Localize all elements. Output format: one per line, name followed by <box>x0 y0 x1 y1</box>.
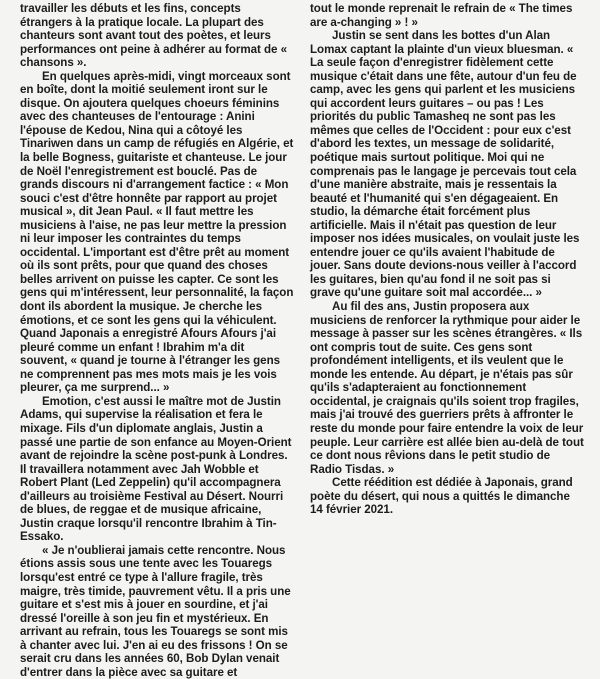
paragraph: Emotion, c'est aussi le maître mot de Justin Adams, qui supervise la réalisation et fera le mixage. Fils d'un diplomate anglais, Justin a passé une partie de son enfance au Moyen-Orient avant de rejoindre la scène post-punk à Londres. Il travaillera notamment avec Jah Wobble et Robert Plant (Led Zeppelin) qu'il accompagnera d'ailleurs au troisième Festival au Désert. Nourri de blues, de reggae et de musique africaine, Justin craque lorsqu'il rencontre Ibrahim à Tin-Essako. <box>20 394 292 544</box>
right-column <box>310 2 584 587</box>
paragraph: tout le monde reprenait le refrain de « The times are a-changing » ! » <box>310 2 573 29</box>
paragraph: travailler les débuts et les fins, concepts étrangers à la pratique locale. La plupart des chanteurs sont avant tout des poètes, et leurs performances ont peine à adhérer au format de « chansons ». <box>20 2 287 70</box>
paragraph: Justin se sent dans les bottes d'un Alan Lomax captant la plainte d'un vieux bluesman. « La seule façon d'enregistrer fidèlement cette musique c'était dans une fête, autour d'un feu de camp, avec les gens qui parlent et les musiciens qui accordent leurs guitares – ou pas ! Les priorités du public Tamasheq ne sont pas les mêmes que celles de l'Occident : pour eux c'est d'abord les textes, un message de solidarité, poétique mais surtout politique. Moi qui ne comprenais pas le langage je percevais tout cela d'une manière abstraite, mais je ressentais la beauté et l'humanité qui s'en dégageaient. En studio, la démarche était forcément plus artificielle. Mais il n'était pas question de leur imposer nos idées musicales, on voulait juste les entendre jouer ce qu'ils avaient l'habitude de jouer. Sans doute devions-nous veiller à l'accord les guitares, bien qu'au fond il ne soit pas si grave qu'une guitare soit mal accordée... » <box>310 29 580 300</box>
paragraph: Cette réédition est dédiée à Japonais, grand poète du désert, qui nous a quittés le dimanche 14 février 2021. <box>310 476 573 517</box>
paragraph: En quelques après-midi, vingt morceaux sont en boîte, dont la moitié seulement iront sur le disque. On ajoutera quelques choeurs féminins avec des chanteuses de l'entourage : Anini l'épouse de Kedou, Nina qui a côtoyé les Tinariwen dans un camp de réfugiés en Algérie, et la belle Bogness, guitariste et chanteuse. Le jour de Noël l'enregistrement est bouclé. Pas de grands discours ni d'arrangement factice : « Mon souci c'est d'être honnête par rapport au projet musical », dit Jean Paul. « Il faut mettre les musiciens à l'aise, ne pas leur mettre la pression ni leur imposer les contraintes du temps occidental. L'important est d'être prêt au moment où ils sont prêts, pour que quand des choses belles arrivent on puisse les capter. Ce sont les gens qui m'intéressent, leur personnalité, la façon dont ils abordent la musique. Je cherche les émotions, et ce sont les gens qui la véhiculent. Quand Japonais a enregistré Afours Afours j'ai pleuré comme un enfant ! Ibrahim m'a dit souvent, « quand je tourne à l'étranger les gens ne comprennent pas mes mots mais je les vois pleurer, ça me surprend... » <box>20 69 294 395</box>
paragraph: « Je n'oublierai jamais cette rencontre. Nous étions assis sous une tente avec les Touaregs lorsqu'est entré ce type à l'allure fragile, très maigre, très timide, pauvrement vêtu. Il a pris une guitare et s'est mis à jouer en sourdine, et j'ai dressé l'oreille à son jeu fin et mystérieux. En arrivant au refrain, tous les Touaregs se sont mis à chanter avec lui. J'en ai eu des frissons ! On se serait cru dans les années 60, Bob Dylan venait d'entrer dans la pièce avec sa guitare et <box>20 543 291 679</box>
left-column <box>20 2 294 679</box>
paragraph: Au fil des ans, Justin proposera aux musiciens de renforcer la rythmique pour aider le message à passer sur les scènes étrangères. « Ils ont compris tout de suite. Ces gens sont profondément intelligents, et ils veulent que le monde les entende. Au départ, je n'étais pas sûr qu'ils s'adapteraient au fonctionnement occidental, je craignais qu'ils soient trop fragiles, mais j'ai trouvé des guerriers prêts à affronter le reste du monde pour faire entendre la voix de leur peuple. Leur carrière est allée bien au-delà de tout ce dont nous rêvions dans le petit studio de Radio Tisdas. » <box>310 300 584 476</box>
